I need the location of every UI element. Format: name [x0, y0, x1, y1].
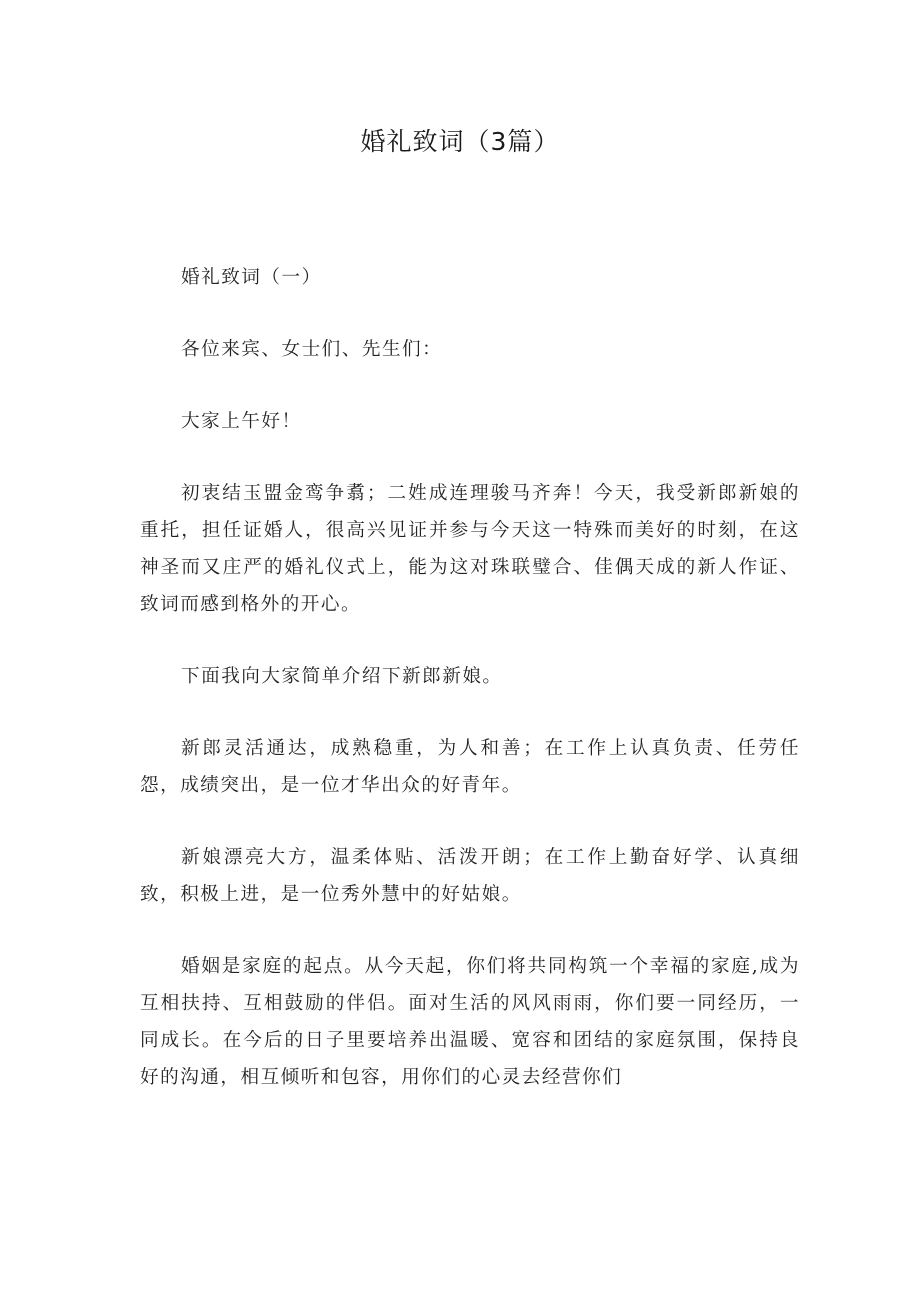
document-body: [140, 259, 800, 1131]
paragraph-marriage: 婚姻是家庭的起点。从今天起，你们将共同构筑一个幸福的家庭,成为互相扶持、互相鼓励的伴侣。面对生活的风风雨雨，你们要一同经历，一同成长。在今后的日子里要培养出温暖、宽容和团结的家庭氛围，保持良好的沟通，相互倾听和包容，用你们的心灵去经营你们: [140, 956, 800, 1088]
paragraph-intro: 初衷结玉盟金鸾争翥；二姓成连理骏马齐奔！今天，我受新郎新娘的重托，担任证婚人，很高兴见证并参与今天这一特殊而美好的时刻，在这神圣而又庄严的婚礼仪式上，能为这对珠联璧合、佳偶天成的新人作证、致词而感到格外的开心。: [140, 483, 800, 615]
section-heading: 婚礼致词（一）: [181, 267, 322, 288]
paragraph-introduce-couple: 下面我向大家简单介绍下新郎新娘。: [181, 666, 503, 687]
paragraph-bride: 新娘漂亮大方，温柔体贴、活泼开朗；在工作上勤奋好学、认真细致，积极上进，是一位秀外慧中的好姑娘。: [140, 847, 800, 905]
paragraph-groom: 新郎灵活通达，成熟稳重，为人和善；在工作上认真负责、任劳任怨，成绩突出，是一位才华出众的好青年。: [140, 738, 800, 796]
greeting: 大家上午好！: [181, 411, 302, 432]
salutation: 各位来宾、女士们、先生们：: [181, 339, 443, 360]
document-title: 婚礼致词（3篇）: [360, 127, 560, 156]
